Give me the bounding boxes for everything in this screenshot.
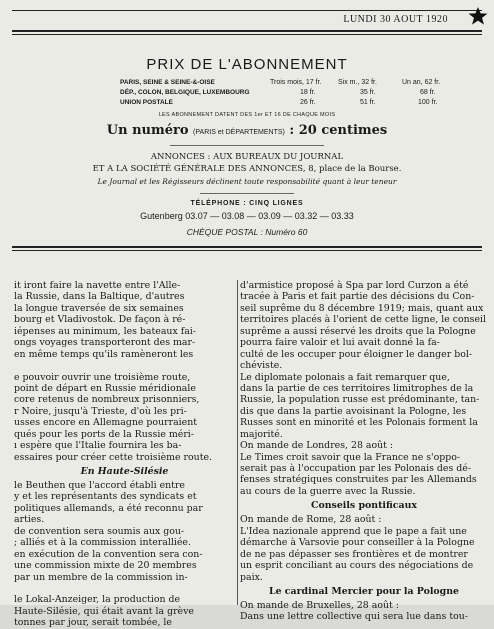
article-line: en même temps qu'ils ramèneront les xyxy=(14,348,194,360)
article-line: core retenus de nombreux prisonniers, xyxy=(14,394,200,406)
rate-row xyxy=(120,89,436,96)
section-heading: Le cardinal Mercier pour la Pologne xyxy=(268,585,460,597)
article-line: Russes sont en minorité et les Polonais forment la xyxy=(240,417,478,429)
article-line: it iront faire la navette entre l'Alle- xyxy=(14,280,181,291)
issue-date: LUNDI 30 AOUT 1920 xyxy=(343,14,448,25)
article-line: r Noire, jusqu'à Trieste, d'où les pri- xyxy=(14,405,187,417)
rate-three-months: Trois mois, 17 fr. xyxy=(270,79,322,86)
article-line: Russie, la population russe est prédominante, tan- xyxy=(240,394,480,406)
article-line: e pouvoir ouvrir une troisième route, xyxy=(14,371,191,383)
article-line: tonnes par jour, serait tombée, le xyxy=(14,617,172,629)
star-icon xyxy=(468,6,488,26)
numero-scope: (PARIS et DÉPARTEMENTS) xyxy=(193,129,285,136)
article-line: arties. xyxy=(14,514,45,526)
article-line: un esprit conciliant au cours des négociations de xyxy=(240,560,474,572)
article-line: la longue traversée de six semaines xyxy=(14,302,184,314)
article-line: iépenses au minimum, les bateaux fai- xyxy=(14,325,196,337)
article-line: majorité. xyxy=(240,428,283,440)
article-line: d'armistice proposé à Spa par lord Curzon a été xyxy=(240,280,469,291)
article-line: politiques allemands, a été reconnu par xyxy=(14,502,203,514)
article-line: démarche à Varsovie pour conseiller à la Pologne xyxy=(240,537,475,549)
article-line xyxy=(14,360,235,371)
numero-price-line xyxy=(0,123,494,138)
article-line: culté de les occuper pour éloigner le danger bol- xyxy=(240,348,473,360)
article-line: On mande de Londres, 28 août : xyxy=(240,440,394,452)
divider xyxy=(200,193,294,194)
article-line: suprême a aussi réservé les droits que la Pologne xyxy=(240,325,476,337)
rate-six-months: 51 fr. xyxy=(360,99,376,106)
annonces-disclaimer: Le Journal et les Régisseurs déclinent toute responsabilité quant à leur teneur xyxy=(97,177,397,186)
article-line: le Lokal-Anzeiger, la production de xyxy=(14,594,181,606)
article-column-left xyxy=(14,280,235,629)
article-line: bourg et Vladivostok. De façon à ré- xyxy=(14,314,186,326)
rate-one-year: 68 fr. xyxy=(420,89,436,96)
article-line: seil suprême du 8 décembre 1919; mais, quant aux xyxy=(240,302,484,314)
rate-six-months: Six m., 32 fr. xyxy=(338,79,377,86)
article-line: chéviste. xyxy=(240,360,283,372)
rate-one-year: Un an, 62 fr. xyxy=(402,79,441,86)
article-line: fenses stratégiques construites par les Allemands xyxy=(240,474,477,486)
article-line: usses encore en Allemagne pourraient xyxy=(14,417,198,429)
article-line: serait pas à l'occupation par les Polonais des dé- xyxy=(240,463,471,474)
rate-row xyxy=(120,79,441,86)
rate-three-months: 18 fr. xyxy=(300,89,316,96)
article-line xyxy=(14,583,235,594)
article-line: Le diplomate polonais a fait remarquer que, xyxy=(240,371,450,383)
article-line: au cours de la guerre avec la Russie. xyxy=(240,485,416,497)
article-line: ongs voyages transporteront des mar- xyxy=(14,337,196,349)
annonces-line-2: ET A LA SOCIÉTÉ GÉNÉRALE DES ANNONCES, 8, place de la Bourse. xyxy=(92,164,402,174)
article-line: point de départ en Russie méridionale xyxy=(14,382,196,394)
abonnement-title: PRIX DE L'ABONNEMENT xyxy=(146,56,348,73)
rate-one-year: 100 fr. xyxy=(418,99,438,106)
cheque-postal: CHÈQUE POSTAL : Numéro 60 xyxy=(186,227,308,237)
telephone-numbers: Gutenberg 03.07 — 03.08 — 03.09 — 03.32 — 03.33 xyxy=(140,211,354,221)
article-line: Haute-Silésie, qui était avant la grève xyxy=(14,605,194,617)
header-bottom-rule xyxy=(12,246,482,248)
numero-label: Un numéro xyxy=(106,123,189,138)
article-line: ; alliés et à la commission interalliée. xyxy=(14,537,191,549)
article-line: essaires pour créer cette troisième route. xyxy=(14,451,213,463)
rate-label: PARIS, SEINE & SEINE-&-OISE xyxy=(120,79,215,86)
article-line: qués pour les ports de la Russie méri- xyxy=(14,428,194,440)
article-line: de convention sera soumis aux gou- xyxy=(14,525,185,537)
article-line: On mande de Rome, 28 août : xyxy=(240,514,382,526)
rate-row xyxy=(120,99,438,106)
article-line: L'Idea nazionale apprend que le pape a fait une xyxy=(240,525,467,537)
article-line: une commission mixte de 20 membres xyxy=(14,560,197,572)
rate-six-months: 35 fr. xyxy=(360,89,376,96)
article-line: tracée à Paris et fait partie des décisions du Con- xyxy=(240,291,475,303)
article-line: le Beuthen que l'accord établi entre xyxy=(14,480,185,491)
header-bottom-rule-thin xyxy=(12,250,482,251)
article-column-right xyxy=(240,280,488,623)
abonnement-notice: LES ABONNEMENT DATENT DES 1er ET 16 DE CHAQUE MOIS xyxy=(158,112,336,118)
telephone-title: TÉLÉPHONE : CINQ LIGNES xyxy=(190,200,304,207)
column-separator xyxy=(237,280,238,605)
article-line: dans la partie de ces territoires limitrophes de la xyxy=(240,382,474,394)
article-line: paix. xyxy=(240,571,263,583)
masthead-rule-thin xyxy=(12,34,482,35)
article-line: en exécution de la convention sera con- xyxy=(14,548,203,560)
section-heading: Conseils pontificaux xyxy=(311,500,417,512)
annonces-line-1: ANNONCES : AUX BUREAUX DU JOURNAL xyxy=(150,152,344,162)
section-heading: En Haute-Silésie xyxy=(80,466,169,477)
article-line: On mande de Bruxelles, 28 août : xyxy=(240,599,399,611)
divider xyxy=(170,145,324,146)
rate-label: UNION POSTALE xyxy=(120,99,173,106)
article-line: pourra faire valoir et lui avait donné la fa- xyxy=(240,337,440,349)
article-line: dis que dans la partie avoisinant la Pologne, les xyxy=(240,405,467,417)
article-line: par un membre de la commission in- xyxy=(14,571,188,583)
article-line: la Russie, dans la Baltique, d'autres xyxy=(14,291,185,303)
article-line: de ne pas dépasser ses frontières et de montrer xyxy=(240,548,468,560)
masthead-rule xyxy=(12,30,482,32)
article-line: ı espère que l'Italie fournira les ba- xyxy=(14,440,182,452)
article-line: Le Times croit savoir que la France ne s'oppo- xyxy=(240,451,461,463)
article-line: Dans une lettre collective qui sera lue dans tou- xyxy=(240,611,468,623)
rate-three-months: 26 fr. xyxy=(300,99,316,106)
rate-label: DÉP., COLON, BELGIQUE, LUXEMBOURG xyxy=(120,89,250,96)
numero-price: : 20 centimes xyxy=(289,123,388,138)
article-line: y et les représentants des syndicats et xyxy=(14,491,197,503)
top-rule xyxy=(12,10,482,11)
article-line: territoires placés à l'orient de cette ligne, le conseil xyxy=(240,314,487,326)
